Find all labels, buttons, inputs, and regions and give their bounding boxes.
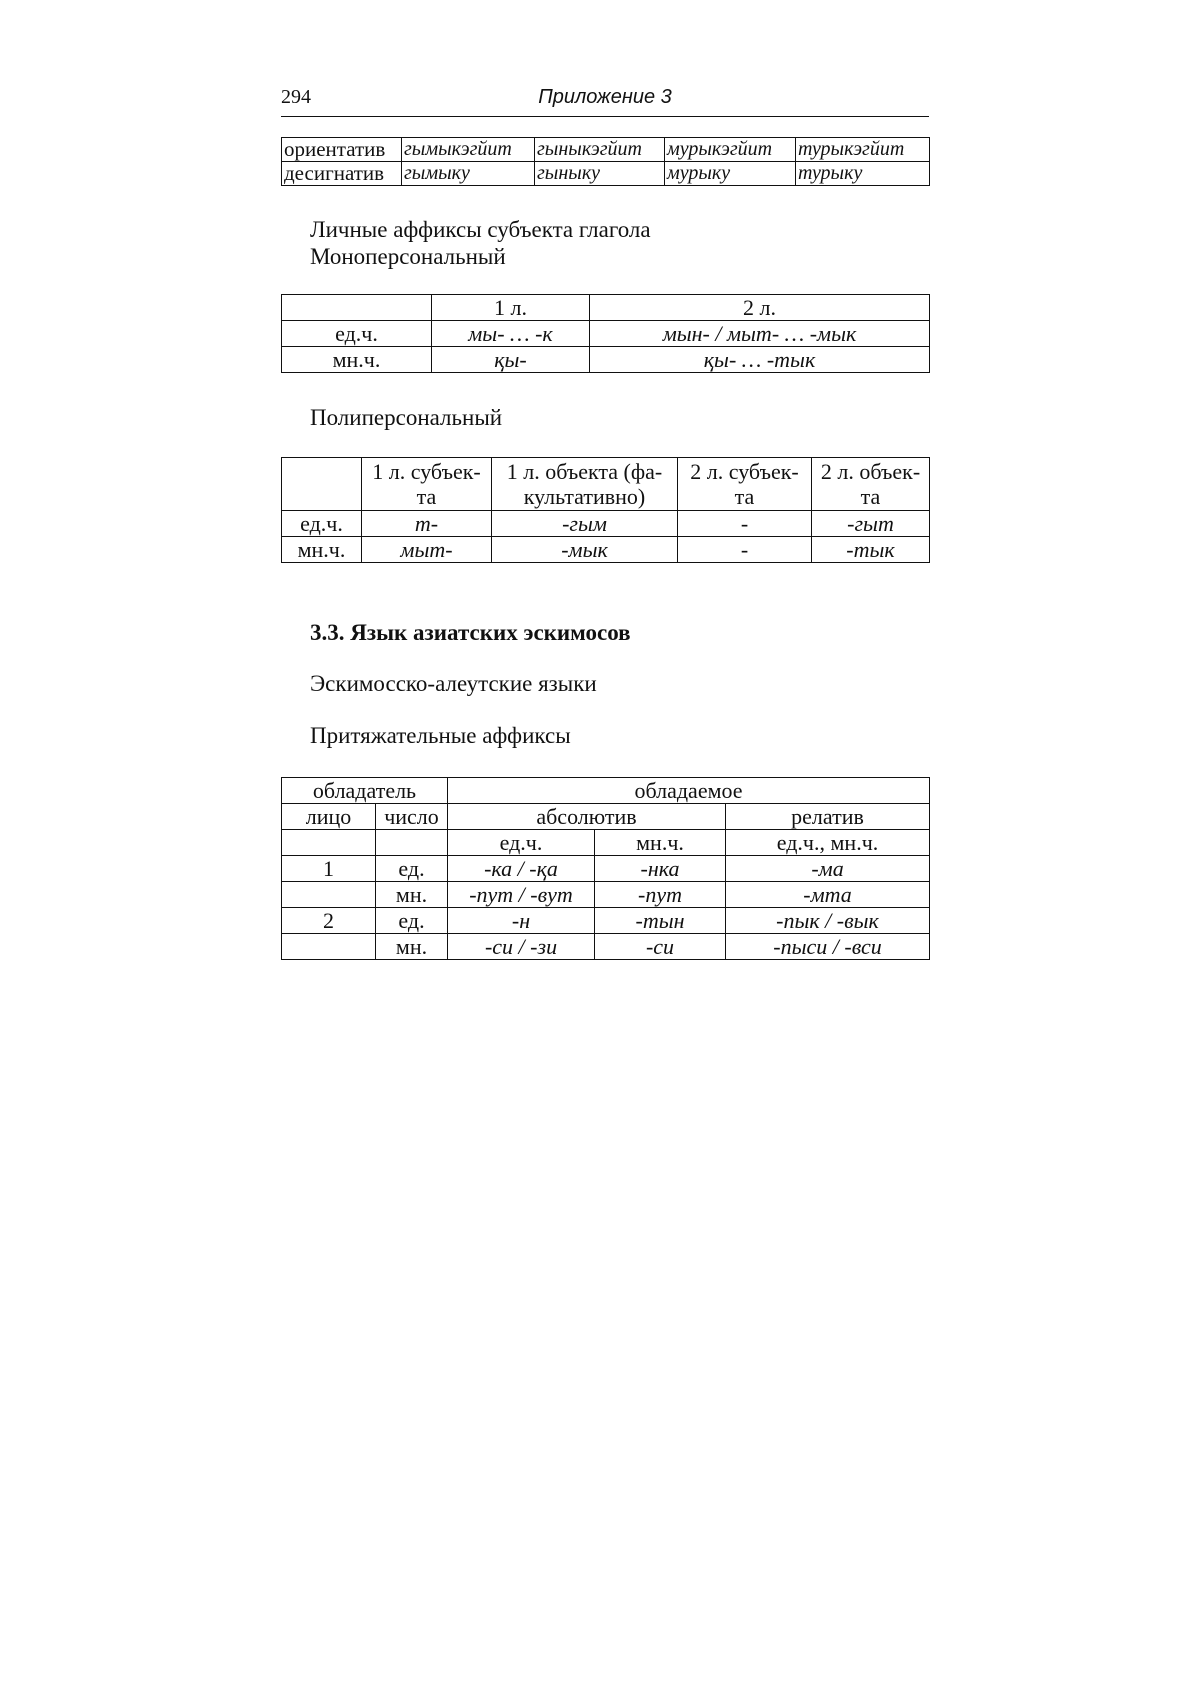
possessive-table [281, 777, 930, 960]
header-cell: релатив [726, 804, 930, 830]
language-family: Эскимосско-алеутские языки [310, 671, 597, 696]
header-cell [282, 830, 376, 856]
table-row [282, 511, 930, 537]
table-cell: қы- [432, 347, 590, 373]
table-cell: мын- / мыт- … -мык [590, 321, 930, 347]
table-cell: -пут [595, 882, 726, 908]
person-cell: 1 [282, 856, 376, 882]
header-cell: абсолютив [448, 804, 726, 830]
table-cell: қы- … -тык [590, 347, 930, 373]
table-cell: -пыси / -вси [726, 934, 930, 960]
table-cell: -пык / -вык [726, 908, 930, 934]
table-cell: - [678, 511, 812, 537]
table-row [282, 882, 930, 908]
header-cell [282, 295, 432, 321]
header-cell [362, 458, 492, 511]
case-name: десигнатив [282, 162, 402, 186]
number-label: ед.ч. [282, 511, 362, 537]
number-cell: мн. [376, 934, 448, 960]
table-cell: гымыку [402, 162, 535, 186]
table-cell: -н [448, 908, 595, 934]
table-cell: гымыкэгйит [402, 138, 535, 162]
table-cell: гыныку [535, 162, 665, 186]
number-label: мн.ч. [282, 347, 432, 373]
table-cell: - [678, 537, 812, 563]
table-row [282, 138, 930, 162]
header-cell [282, 458, 362, 511]
table-row [282, 321, 930, 347]
header-line: 2 л. субъек- [690, 459, 799, 484]
table-header-row [282, 804, 930, 830]
table-cell: мыт- [362, 537, 492, 563]
table-cell: мурыку [665, 162, 796, 186]
table-cell: мы- … -к [432, 321, 590, 347]
header-cell [812, 458, 930, 511]
number-cell: мн. [376, 882, 448, 908]
table-row [282, 856, 930, 882]
header-cell [376, 830, 448, 856]
section-title-poly: Полиперсональный [310, 405, 503, 430]
table-header-row [282, 830, 930, 856]
table-row [282, 908, 930, 934]
cases-table [281, 137, 930, 186]
header-cell [678, 458, 812, 511]
table-cell: гыныкэгйит [535, 138, 665, 162]
header-line: та [734, 484, 755, 509]
table-cell: -си / -зи [448, 934, 595, 960]
table-header-row [282, 778, 930, 804]
table-cell: -нка [595, 856, 726, 882]
header-line: культативно) [523, 484, 646, 509]
table-cell: турыку [796, 162, 930, 186]
table-cell: -тын [595, 908, 726, 934]
table-cell: -тык [812, 537, 930, 563]
header-line: та [416, 484, 437, 509]
number-label: ед.ч. [282, 321, 432, 347]
table-header-row [282, 295, 930, 321]
number-label: мн.ч. [282, 537, 362, 563]
table-row [282, 934, 930, 960]
header-line: 1 л. субъек- [372, 459, 481, 484]
section-heading: 3.3. Язык азиатских эскимосов [310, 620, 631, 645]
header-cell: ед.ч., мн.ч. [726, 830, 930, 856]
header-cell: 2 л. [590, 295, 930, 321]
header-cell: обладатель [282, 778, 448, 804]
header-cell: 1 л. [432, 295, 590, 321]
page-number: 294 [281, 86, 311, 108]
polypersonal-table [281, 457, 930, 563]
table-cell: -ма [726, 856, 930, 882]
table-cell: -пут / -вут [448, 882, 595, 908]
header-line: 2 л. объек- [820, 459, 921, 484]
header-cell: ед.ч. [448, 830, 595, 856]
header-cell: лицо [282, 804, 376, 830]
case-name: ориентатив [282, 138, 402, 162]
table-cell: -гым [492, 511, 678, 537]
table-cell: -си [595, 934, 726, 960]
number-cell: ед. [376, 908, 448, 934]
person-cell [282, 934, 376, 960]
running-title: Приложение 3 [538, 86, 672, 108]
header-line: та [860, 484, 881, 509]
table-cell: -мта [726, 882, 930, 908]
section-subtitle-possessive: Притяжательные аффиксы [310, 723, 571, 748]
header-cell: мн.ч. [595, 830, 726, 856]
section-title-personal: Личные аффиксы субъекта глагола [310, 217, 651, 242]
table-cell: мурыкэгйит [665, 138, 796, 162]
table-cell: -ка / -қа [448, 856, 595, 882]
page-header [281, 84, 929, 117]
header-cell: число [376, 804, 448, 830]
person-cell [282, 882, 376, 908]
table-cell: т- [362, 511, 492, 537]
section-subtitle-mono: Моноперсональный [310, 244, 506, 269]
table-cell: турыкэгйит [796, 138, 930, 162]
table-cell: -гыт [812, 511, 930, 537]
monopersonal-table [281, 294, 930, 373]
table-row [282, 162, 930, 186]
table-row [282, 537, 930, 563]
number-cell: ед. [376, 856, 448, 882]
table-header-row [282, 458, 930, 511]
table-cell: -мык [492, 537, 678, 563]
table-row [282, 347, 930, 373]
person-cell: 2 [282, 908, 376, 934]
header-cell [492, 458, 678, 511]
header-line: 1 л. объекта (фа- [506, 459, 663, 484]
header-cell: обладаемое [448, 778, 930, 804]
